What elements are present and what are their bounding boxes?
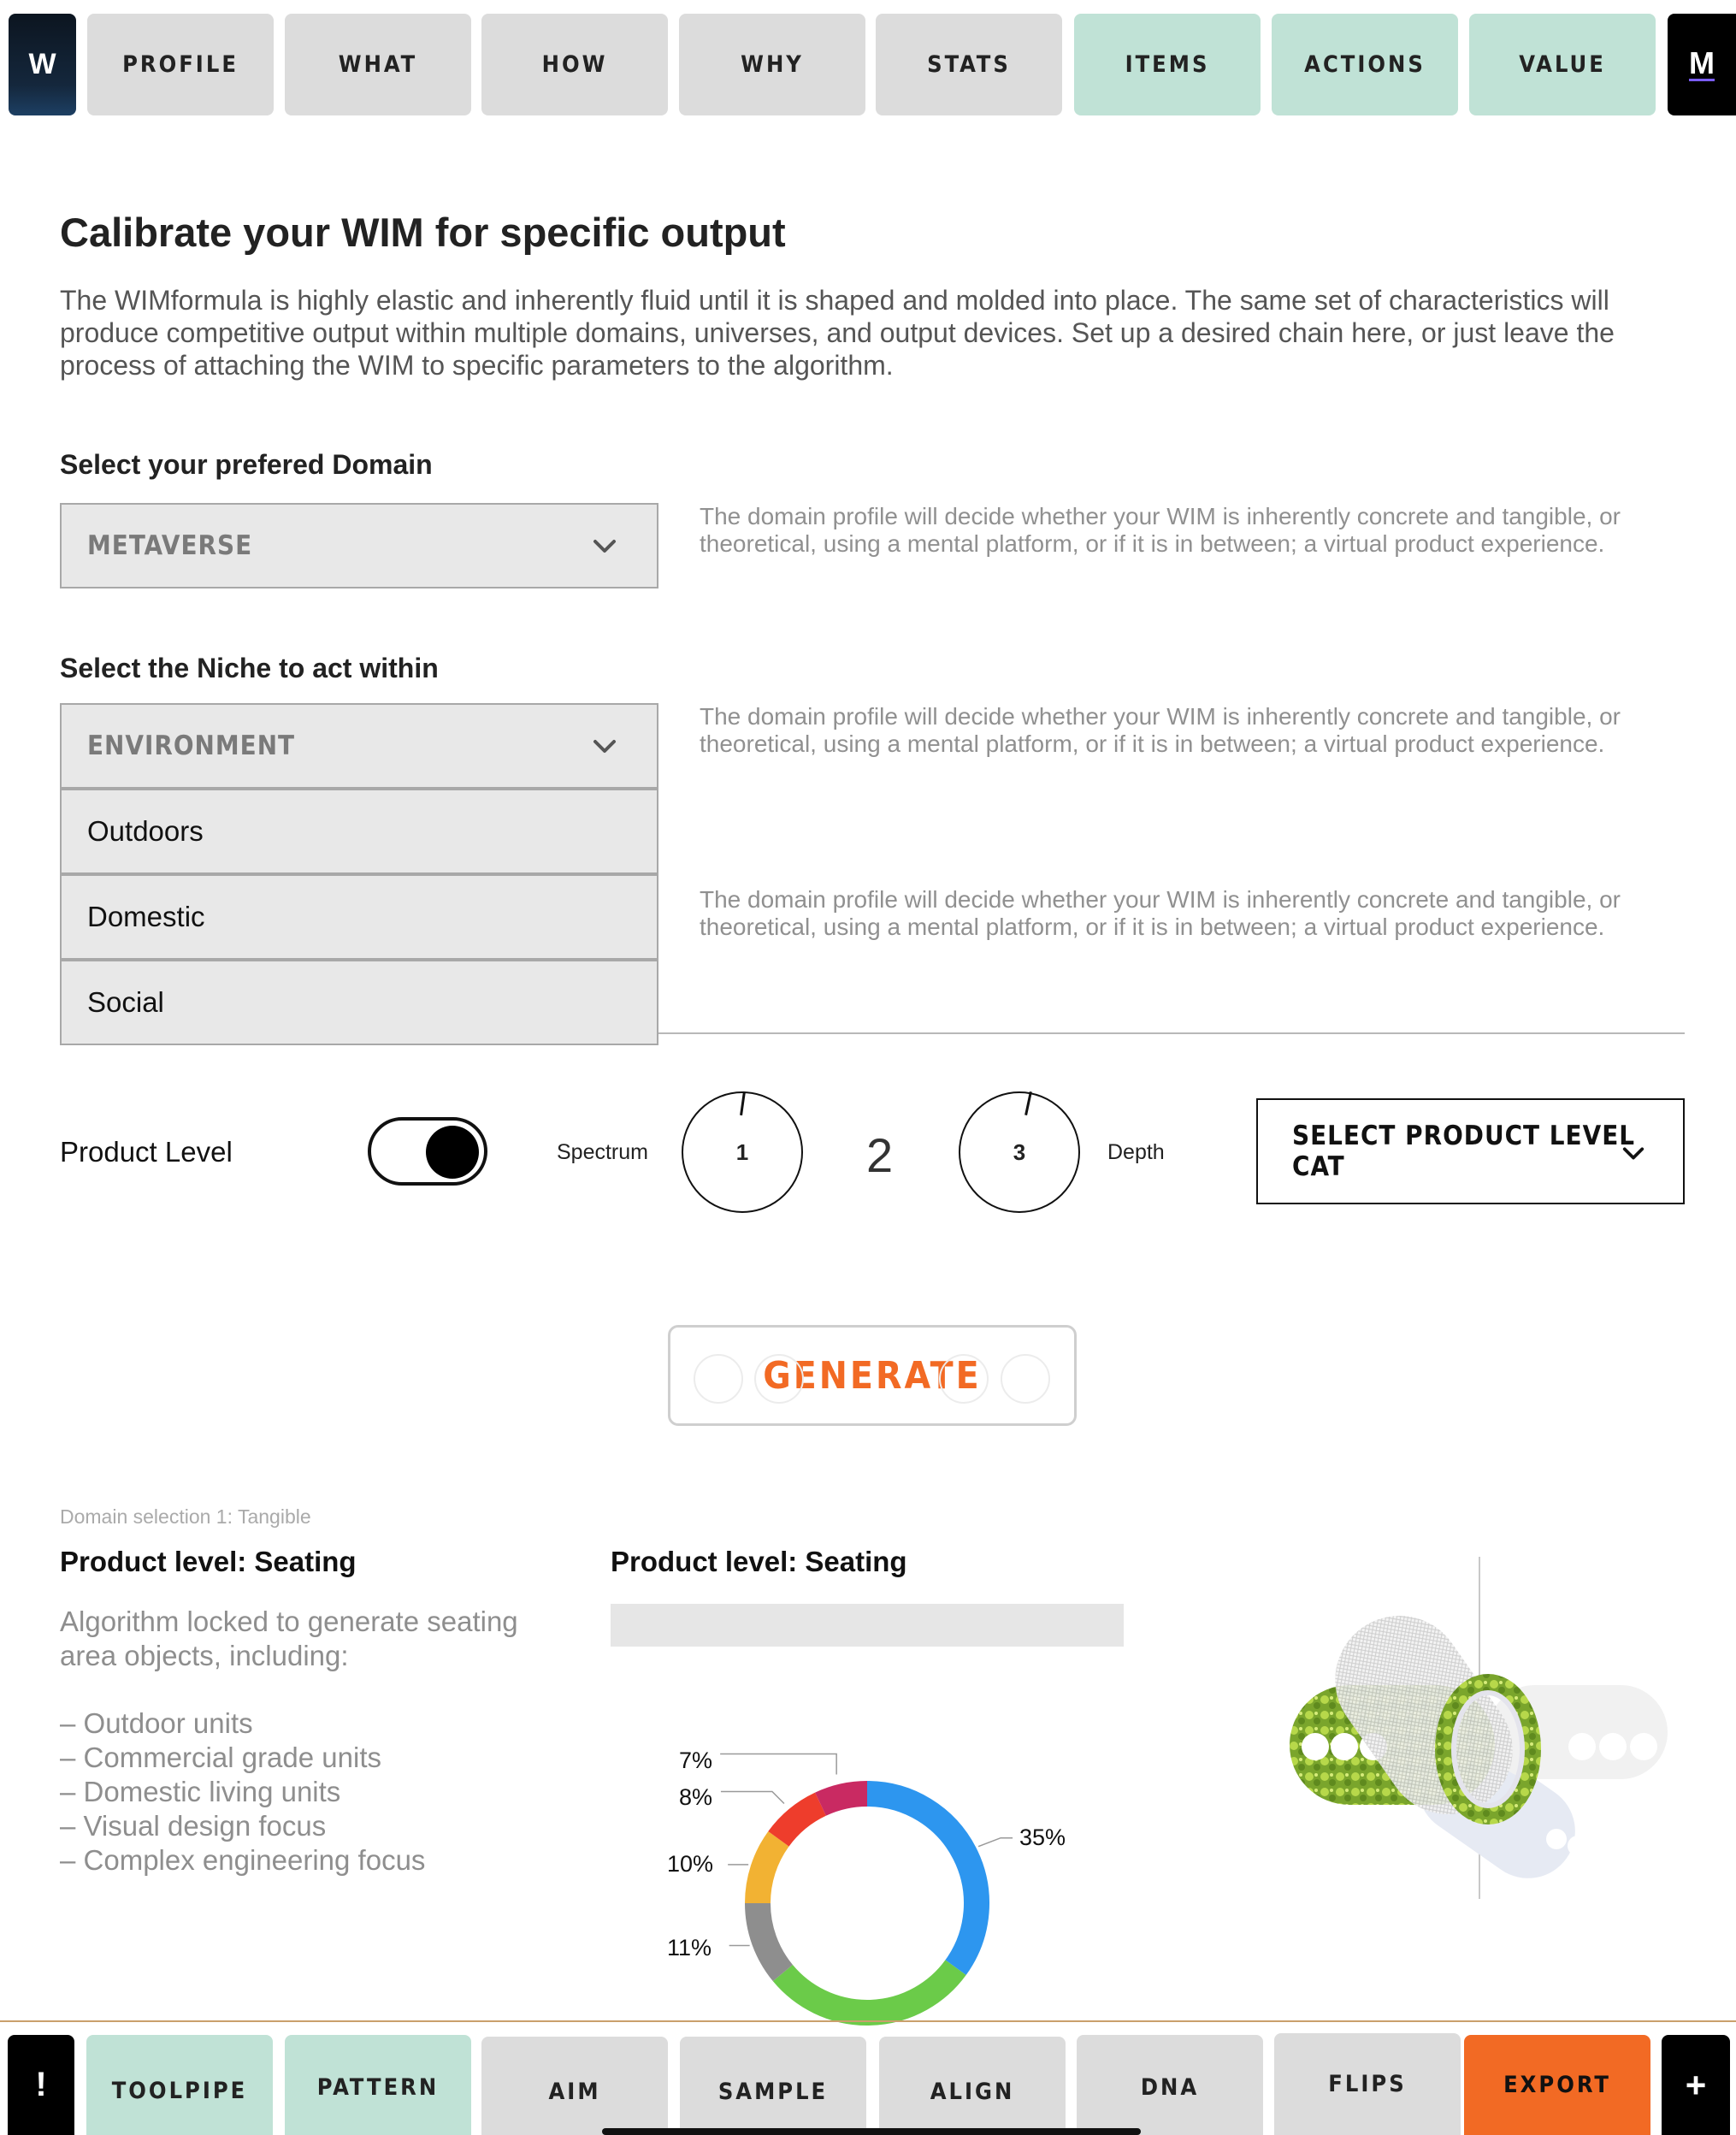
top-nav [0, 0, 1736, 128]
chart-label-7: 7% [679, 1748, 713, 1773]
list-item: – Commercial grade units [60, 1742, 381, 1773]
results-title-chart: Product level: Seating [611, 1546, 907, 1577]
tab-profile[interactable]: PROFILE [87, 14, 274, 115]
list-item: – Outdoor units [60, 1707, 253, 1739]
tab-why[interactable]: WHY [679, 14, 865, 115]
tab-how[interactable]: HOW [481, 14, 668, 115]
tab-dna[interactable]: DNA [1077, 2035, 1263, 2135]
niche-option-outdoors[interactable]: Outdoors [60, 789, 658, 874]
tab-flips[interactable]: FLIPS [1274, 2033, 1461, 2135]
knob-1-value: 1 [735, 1138, 749, 1165]
tab-sample[interactable]: SAMPLE [680, 2037, 866, 2135]
product-level-cat-select[interactable] [1256, 1098, 1685, 1204]
tab-toolpipe[interactable]: TOOLPIPE [86, 2035, 273, 2135]
alert-button[interactable] [8, 2035, 74, 2135]
chart-label-11: 11% [667, 1935, 712, 1961]
list-item: – Complex engineering focus [60, 1844, 426, 1876]
donut-slice-2 [758, 1903, 782, 1973]
niche-hint-2: The domain profile will decide whether your WIM is inherently concrete and tangible, or theoretical, using a mental platform, or if it is in between; a virtual product experience. [700, 886, 1621, 940]
logo-m-button[interactable] [1668, 14, 1736, 115]
generate-decor-circle [1001, 1354, 1050, 1404]
list-item: – Visual design focus [60, 1810, 327, 1842]
middle-value: 2 [866, 1128, 894, 1182]
tab-aim[interactable]: AIM [481, 2037, 668, 2135]
logo-w: W [28, 48, 56, 80]
progress-placeholder-bar [611, 1604, 1124, 1647]
logo-m: M [1689, 45, 1715, 80]
niche-option-domestic[interactable]: Domestic [60, 874, 658, 960]
niche-hint-1: The domain profile will decide whether your WIM is inherently concrete and tangible, or theoretical, using a mental platform, or if it is in between; a virtual product experience. [700, 703, 1621, 757]
tab-stats[interactable]: STATS [876, 14, 1062, 115]
section-divider [658, 1032, 1685, 1034]
chart-label-35: 35% [1019, 1825, 1066, 1850]
tab-align[interactable]: ALIGN [879, 2037, 1066, 2135]
donut-slice-1 [782, 1967, 955, 2013]
product-level-cat-value: SELECT PRODUCT LEVEL CAT [1292, 1121, 1636, 1182]
depth-label: Depth [1107, 1140, 1165, 1164]
logo-w-button[interactable] [9, 14, 76, 115]
plus-icon: + [1685, 2064, 1707, 2105]
chart-label-8: 8% [679, 1784, 713, 1810]
tab-what[interactable]: WHAT [285, 14, 471, 115]
donut-leader-line-5 [720, 1754, 836, 1775]
domain-label: Select your prefered Domain [60, 449, 433, 480]
tab-pattern[interactable]: PATTERN [285, 2035, 471, 2135]
results-caption: Domain selection 1: Tangible [60, 1505, 311, 1528]
donut-chart [599, 1736, 1154, 2019]
generate-decor-circle [694, 1354, 743, 1404]
donut-leader-line-0 [978, 1838, 1013, 1847]
bottom-divider [0, 2020, 1736, 2022]
knob-2-value: 3 [1013, 1138, 1026, 1165]
list-item: – Domestic living units [60, 1776, 341, 1807]
results-list [60, 1706, 425, 1878]
toggle-knob [426, 1126, 479, 1179]
product-render-illustration [1274, 1557, 1702, 1916]
chevron-down-icon [1621, 1141, 1645, 1165]
donut-slice-4 [778, 1804, 820, 1839]
chevron-down-icon [592, 733, 617, 759]
niche-selected-value: ENVIRONMENT [87, 730, 296, 761]
donut-slice-5 [821, 1794, 867, 1804]
niche-label: Select the Niche to act within [60, 653, 439, 683]
domain-select[interactable] [60, 503, 658, 588]
chart-label-10: 10% [667, 1851, 714, 1877]
product-level-toggle[interactable] [368, 1117, 487, 1186]
chevron-down-icon [592, 533, 617, 559]
tab-export[interactable]: EXPORT [1464, 2035, 1650, 2135]
spectrum-label: Spectrum [557, 1140, 648, 1164]
add-button[interactable] [1662, 2035, 1730, 2135]
generate-label: GENERATE [763, 1353, 982, 1398]
tab-value[interactable]: VALUE [1469, 14, 1656, 115]
tab-items[interactable]: ITEMS [1074, 14, 1261, 115]
generate-decor-circle [939, 1354, 989, 1404]
donut-slice-0 [867, 1794, 977, 1967]
spectrum-knob[interactable] [682, 1091, 803, 1213]
generate-decor-circle [754, 1354, 804, 1404]
donut-leader-line-4 [721, 1792, 784, 1804]
tab-actions[interactable]: ACTIONS [1272, 14, 1458, 115]
page-title: Calibrate your WIM for specific output [60, 210, 786, 255]
niche-option-social[interactable]: Social [60, 960, 658, 1045]
results-title-left: Product level: Seating [60, 1546, 357, 1577]
product-level-label: Product Level [60, 1136, 233, 1168]
home-indicator [602, 2128, 1141, 2135]
intro-text: The WIMformula is highly elastic and inherently fluid until it is shaped and molded into place. The same set of characteristics will produce competitive output within multiple domains, universes, and output devices. Set up a desired chain here, or just leave the process of attaching the WIM to specific parameters to the algorithm. [60, 285, 1615, 381]
alert-icon: ! [35, 2066, 47, 2103]
results-description: Algorithm locked to generate seating area objects, including: [60, 1606, 518, 1671]
depth-knob[interactable] [959, 1091, 1080, 1213]
domain-hint: The domain profile will decide whether your WIM is inherently concrete and tangible, or theoretical, using a mental platform, or if it is in between; a virtual product experience. [700, 503, 1621, 557]
domain-selected-value: METAVERSE [87, 530, 253, 561]
donut-slice-3 [758, 1839, 778, 1903]
niche-select[interactable] [60, 703, 658, 789]
